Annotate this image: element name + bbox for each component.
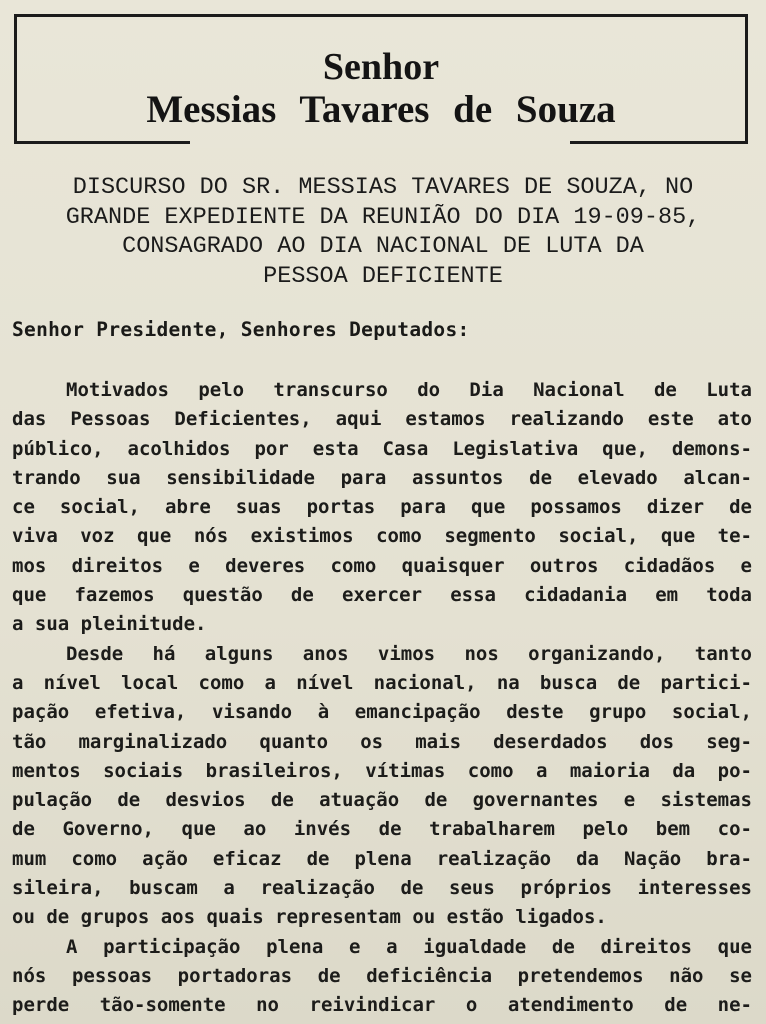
body-line: a nível local como a nível nacional, na busca de partici- [12,671,752,694]
body-line: ou de grupos aos quais representam ou estão ligados. [12,906,607,929]
title-box-bottom-gap [190,140,570,148]
body-line: das Pessoas Deficientes, aqui estamos realizando este ato [12,408,752,431]
body-line: mos direitos e deveres como quaisquer outros cidadãos e [12,554,752,577]
title-line-1: Senhor [322,46,440,88]
body-line: trando sua sensibilidade para assuntos de elevado alcan- [12,466,752,489]
speech-heading-line: PESSOA DEFICIENTE [263,262,503,290]
body-line: de Governo, que ao invés de trabalharem pelo bem co- [12,818,752,841]
body-line: a sua pleinitude. [12,613,207,636]
body-line: Motivados pelo transcurso do Dia Nacional de Luta [66,379,752,401]
body-line: mum como ação eficaz de plena realização da Nação bra- [12,847,752,870]
body-line: pulação de desvios de atuação de governantes e sistemas [12,789,752,812]
speech-heading-line: GRANDE EXPEDIENTE DA REUNIÃO DO DIA 19-09-85, [65,203,701,231]
title-line-2: Messias Tavares de Souza [146,88,616,131]
body-line: viva voz que nós existimos como segmento social, que te- [12,525,752,548]
body-line: A participação plena e a igualdade de direitos que [66,935,752,958]
body-line: mentos sociais brasileiros, vítimas como a maioria da po- [12,759,752,782]
body-line: tão marginalizado quanto os mais deserdados dos seg- [12,730,752,753]
body-line: sileira, buscam a realização de seus próprios interesses [12,877,752,900]
body-line: pação efetiva, visando à emancipação deste grupo social, [12,701,752,724]
body-line: perde tão-somente no reivindicar o atendimento de ne- [12,994,752,1017]
speech-heading [8,173,758,291]
body-line: nós pessoas portadoras de deficiência pretendemos não se [12,964,752,987]
speech-heading-line: CONSAGRADO AO DIA NACIONAL DE LUTA DA [122,233,644,260]
salutation: Senhor Presidente, Senhores Deputados: [12,318,470,341]
body-line: que fazemos questão de exercer essa cidadania em toda [12,584,752,607]
title-box [14,14,748,144]
speech-body [12,376,752,1021]
speech-heading-line: DISCURSO DO SR. MESSIAS TAVARES DE SOUZA, NO [72,174,694,201]
body-line: público, acolhidos por esta Casa Legislativa que, demons- [12,437,752,460]
body-line: Desde há alguns anos vimos nos organizando, tanto [66,642,752,665]
body-line: ce social, abre suas portas para que possamos dizer de [12,496,752,519]
